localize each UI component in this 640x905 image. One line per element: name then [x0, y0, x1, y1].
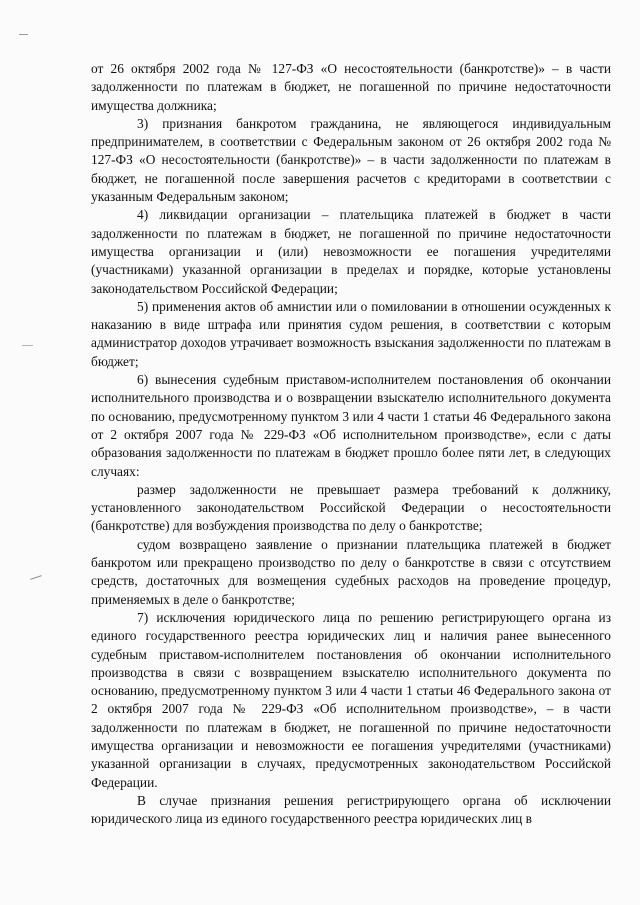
paragraph-item-4: 4) ликвидации организации – плательщика платежей в бюджет в части задолженности по платежам в бюджет, не погашенной по причине недостаточности имущества организации и (или) невозможности ее погашения учредителями (участниками) указанной организации в пределах и порядке, которые установлены законодательством Российской Федерации; [91, 207, 611, 296]
document-body [91, 60, 611, 828]
paragraph-subcase-2: судом возвращено заявление о признании плательщика платежей в бюджет банкротом или прекращено производство по делу о банкротстве в связи с отсутствием средств, достаточных для возмещения судебных расходов на проведение процедур, применяемых в деле о банкротстве; [91, 536, 611, 607]
scan-margin-mark [22, 345, 33, 346]
paragraph-item-3: 3) признания банкротом гражданина, не являющегося индивидуальным предпринимателем, в соответствии с Федеральным законом от 26 октября 2002 года № 127-ФЗ «О несостоятельности (банкротстве)» – в части задолженности по платежам в бюджет, не погашенной после завершения расчетов с кредиторами в соответствии с указанным Федеральным законом; [91, 115, 611, 205]
paragraph-continuation: от 26 октября 2002 года № 127-ФЗ «О несостоятельности (банкротстве)» – в части задолженности по платежам в бюджет, не погашенной по причине недостаточности имущества должника; [91, 61, 611, 113]
scan-margin-mark [19, 34, 28, 35]
paragraph-item-6: 6) вынесения судебным приставом-исполнителем постановления об окончании исполнительного производства и о возвращении взыскателю исполнительного документа по основанию, предусмотренному пунктом 3 или 4 части 1 статьи 46 Федерального закона от 2 октября 2007 года № 229-ФЗ «Об исполнительном производстве», если с даты образования задолженности по платежам в бюджет прошло более пяти лет, в следующих случаях: [91, 372, 611, 479]
scan-margin-mark [30, 575, 42, 580]
paragraph-final: В случае признания решения регистрирующего органа об исключении юридического лица из единого государственного реестра юридических лиц в [91, 792, 611, 827]
paragraph-subcase-1: размер задолженности не превышает размера требований к должнику, установленного законодательством Российской Федерации о несостоятельности (банкротстве) для возбуждения производства по делу о банкротстве; [91, 481, 611, 534]
paragraph-item-7: 7) исключения юридического лица по решению регистрирующего органа из единого государственного реестра юридических лиц и наличия ранее вынесенного судебным приставом-исполнителем постановления об окончании исполнительного производства в связи с возвращением взыскателю исполнительного документа по основанию, предусмотренному пунктом 3 или 4 части 1 статьи 46 Федерального закона от 2 октября 2007 года № 229-ФЗ «Об исполнительном производстве», – в части задолженности по платежам в бюджет, не погашенной по причине недостаточности имущества организации и невозможности ее погашения учредителями (участниками) указанной организации в случаях, предусмотренных законодательством Российской Федерации. [91, 609, 611, 790]
paragraph-item-5: 5) применения актов об амнистии или о помиловании в отношении осужденных к наказанию в виде штрафа или принятия судом решения, в соответствии с которым администратор доходов утрачивает возможность взыскания задолженности по платежам в бюджет; [91, 298, 611, 369]
